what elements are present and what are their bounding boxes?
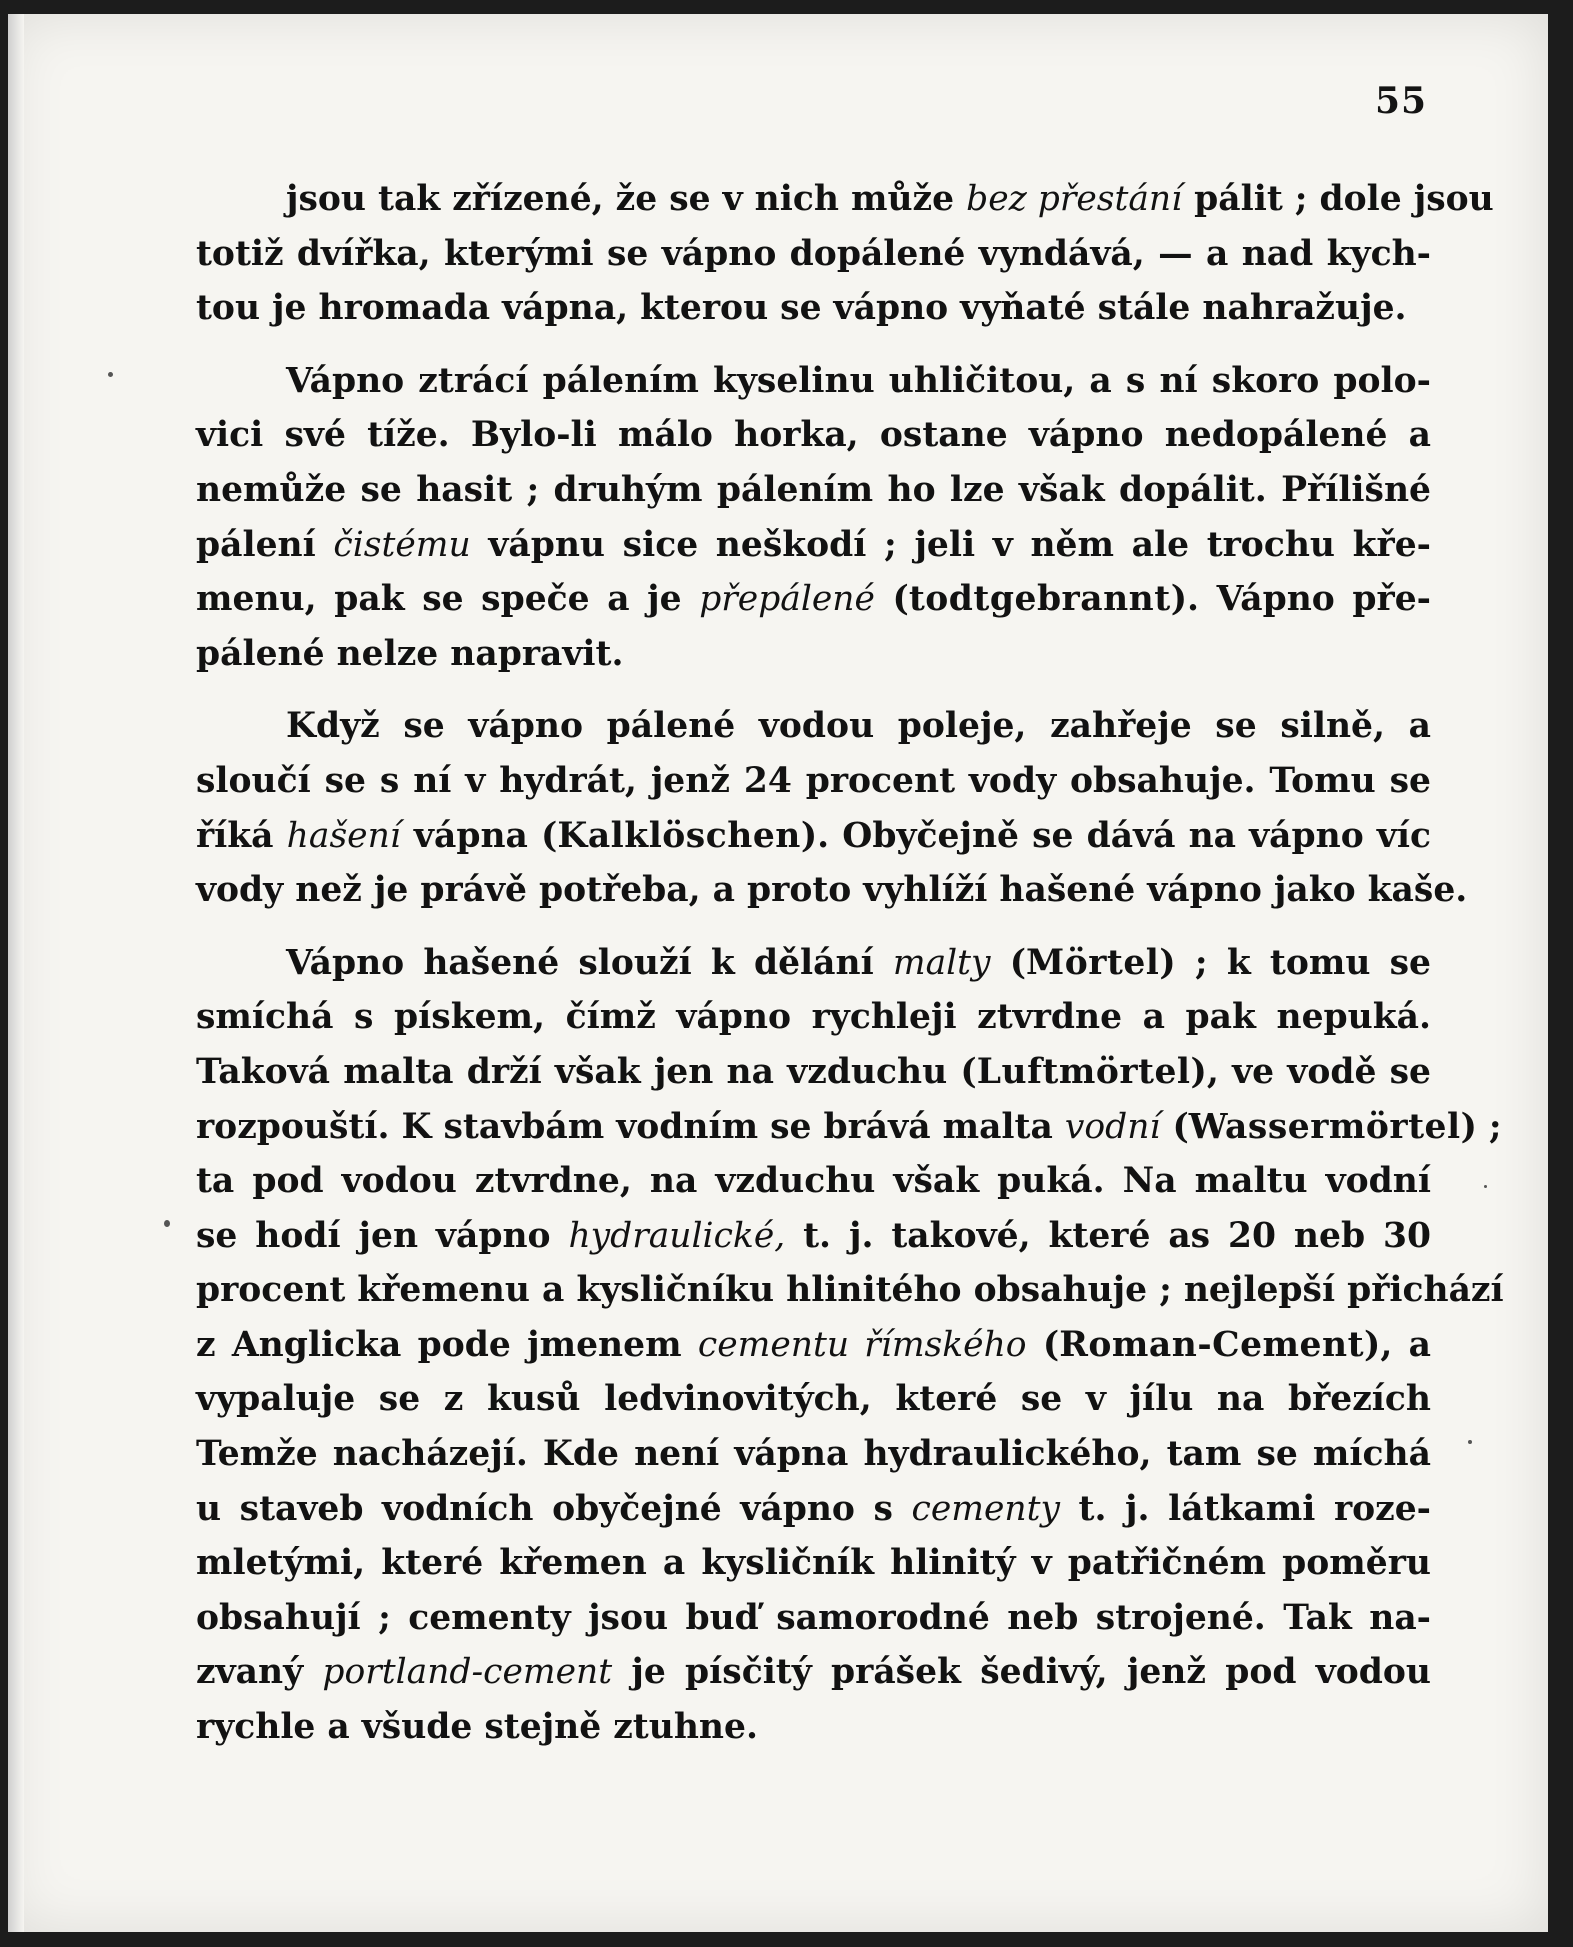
text-run: tou je hromada vápna, kterou se vápno vyňaté stále nahražuje.: [196, 288, 1407, 329]
text-run: vody než je právě potřeba, a proto vyhlíží hašené vápno jako kaše.: [196, 870, 1468, 911]
italic-term: vodní: [1064, 1106, 1161, 1147]
italic-term: malty: [892, 942, 991, 983]
text-run: je písčitý prášek šedivý, jenž pod vodou: [612, 1652, 1431, 1693]
text-run: ), a: [1364, 1324, 1432, 1365]
text-run: se hodí jen vápno: [196, 1215, 569, 1256]
text-line: [196, 408, 1431, 463]
text-run: říká: [196, 815, 287, 856]
italic-term: hašení: [286, 815, 401, 856]
text-line: [196, 699, 1431, 754]
text-run: obsahují ; cementy jsou buď samorodné neb strojené. Tak na-: [196, 1597, 1431, 1638]
text-run: (: [1160, 1106, 1189, 1147]
german-term: Luftmörtel: [976, 1051, 1191, 1092]
text-run: Temže nacházejí. Kde není vápna hydraulického, tam se míchá: [196, 1434, 1431, 1475]
text-run: Vápno ztrácí pálením kyselinu uhličitou, a s ní skoro polo-: [286, 360, 1431, 401]
german-term: Wassermörtel: [1188, 1106, 1461, 1147]
text-line: [196, 354, 1431, 409]
text-line: [196, 754, 1431, 809]
text-run: (: [1026, 1324, 1060, 1365]
scan-speck: [1484, 1185, 1487, 1188]
text-run: mletými, které křemen a kysličník hlinitý v patřičném poměru: [196, 1543, 1431, 1584]
text-run: vápnu sice neškodí ; jeli v něm ale trochu kře-: [470, 524, 1431, 565]
text-run: ), ve vodě se: [1190, 1051, 1431, 1092]
text-line: [196, 1100, 1502, 1155]
text-line: [196, 1591, 1431, 1646]
scan-speck: [108, 372, 113, 377]
text-line: [196, 1427, 1431, 1482]
text-run: u staveb vodních obyčejné vápno s: [196, 1488, 912, 1529]
text-run: ) ;: [1460, 1106, 1502, 1147]
text-run: t. j. látkami roze-: [1059, 1488, 1431, 1529]
text-line: [196, 281, 1431, 336]
text-run: Vápno hašené slouží k dělání: [286, 942, 893, 983]
text-run: sloučí se s ní v hydrát, jenž 24 procent vody obsahuje. Tomu se: [196, 760, 1431, 801]
text-line: [196, 863, 1468, 918]
text-run: jsou tak zřízené, že se v nich může: [286, 179, 967, 219]
german-term: Kalklöschen: [557, 815, 801, 856]
italic-term: hydraulické,: [568, 1215, 786, 1256]
text-run: pálené nelze napravit.: [196, 633, 624, 674]
text-run: (: [874, 579, 909, 620]
italic-term: čistému: [333, 524, 471, 565]
text-run: ). Obyčejně se dává na vápno víc: [800, 815, 1432, 856]
text-run: smíchá s pískem, čímž vápno rychleji ztvrdne a pak nepuká.: [196, 997, 1431, 1038]
scan-speck: [164, 1220, 170, 1227]
text-line: [196, 227, 1431, 282]
text-line: [196, 627, 1431, 682]
text-line: [196, 990, 1431, 1045]
italic-term: přepálené: [699, 579, 875, 620]
italic-term: bez přestání: [966, 179, 1183, 219]
text-run: ) ; k tomu se: [1159, 942, 1431, 983]
text-line: [196, 1209, 1431, 1264]
text-line: [196, 1263, 1504, 1318]
german-term: Roman-Cement: [1059, 1324, 1365, 1365]
text-run: vápna (: [400, 815, 558, 856]
text-line: [196, 172, 1494, 227]
italic-term: cementy: [911, 1488, 1060, 1529]
text-line: [196, 518, 1431, 573]
text-run: menu, pak se speče a je: [196, 579, 700, 620]
text-run: totiž dvířka, kterými se vápno dopálené vyndává, — a nad kych-: [196, 233, 1431, 274]
text-run: Taková malta drží však jen na vzduchu (: [196, 1051, 977, 1092]
paragraph: [196, 699, 1468, 917]
text-line: [196, 936, 1431, 991]
german-term: todtgebrannt: [908, 579, 1171, 620]
text-run: pálit ; dole jsou: [1182, 179, 1494, 219]
text-run: vypaluje se z kusů ledvinovitých, které se v jílu na březích: [196, 1379, 1431, 1420]
page-number: 55: [1375, 80, 1428, 122]
italic-term: portland-cement: [322, 1652, 613, 1693]
text-run: rychle a všude stejně ztuhne.: [196, 1707, 758, 1748]
text-run: nemůže se hasit ; druhým pálením ho lze však dopálit. Přílišné: [196, 469, 1431, 510]
body-text: [196, 172, 1504, 1773]
text-line: [196, 572, 1431, 627]
text-line: [196, 1045, 1431, 1100]
text-line: [196, 1536, 1431, 1591]
paragraph: [196, 172, 1494, 336]
german-term: Mörtel: [1026, 942, 1160, 983]
text-line: [196, 1700, 1431, 1755]
text-run: rozpouští. K stavbám vodním se brává malta: [196, 1106, 1065, 1147]
text-line: [196, 463, 1431, 518]
text-run: zvaný: [196, 1652, 323, 1693]
text-run: ). Vápno pře-: [1170, 579, 1431, 620]
text-run: pálení: [196, 524, 334, 565]
text-run: procent křemenu a kysličníku hlinitého obsahuje ; nejlepší přichází: [196, 1270, 1504, 1311]
text-run: z Anglicka pode jmenem: [196, 1324, 698, 1365]
text-run: (: [990, 942, 1027, 983]
paragraph: [196, 936, 1504, 1755]
text-run: Když se vápno pálené vodou poleje, zahřeje se silně, a: [286, 706, 1431, 747]
text-line: [196, 1318, 1431, 1373]
page-edge-shadow: [8, 14, 24, 1932]
text-run: vici své tíže. Bylo-li málo horka, ostane vápno nedopálené a: [196, 415, 1431, 456]
text-run: t. j. takové, které as 20 neb 30: [785, 1215, 1431, 1256]
paragraph: [196, 354, 1431, 682]
text-line: [196, 1482, 1431, 1537]
italic-term: cementu římského: [697, 1324, 1027, 1365]
text-line: [196, 1154, 1431, 1209]
text-line: [196, 809, 1431, 864]
scan-speck: [1468, 1440, 1472, 1444]
text-line: [196, 1372, 1431, 1427]
text-line: [196, 1645, 1431, 1700]
text-run: ta pod vodou ztvrdne, na vzduchu však puká. Na maltu vodní: [196, 1161, 1431, 1202]
